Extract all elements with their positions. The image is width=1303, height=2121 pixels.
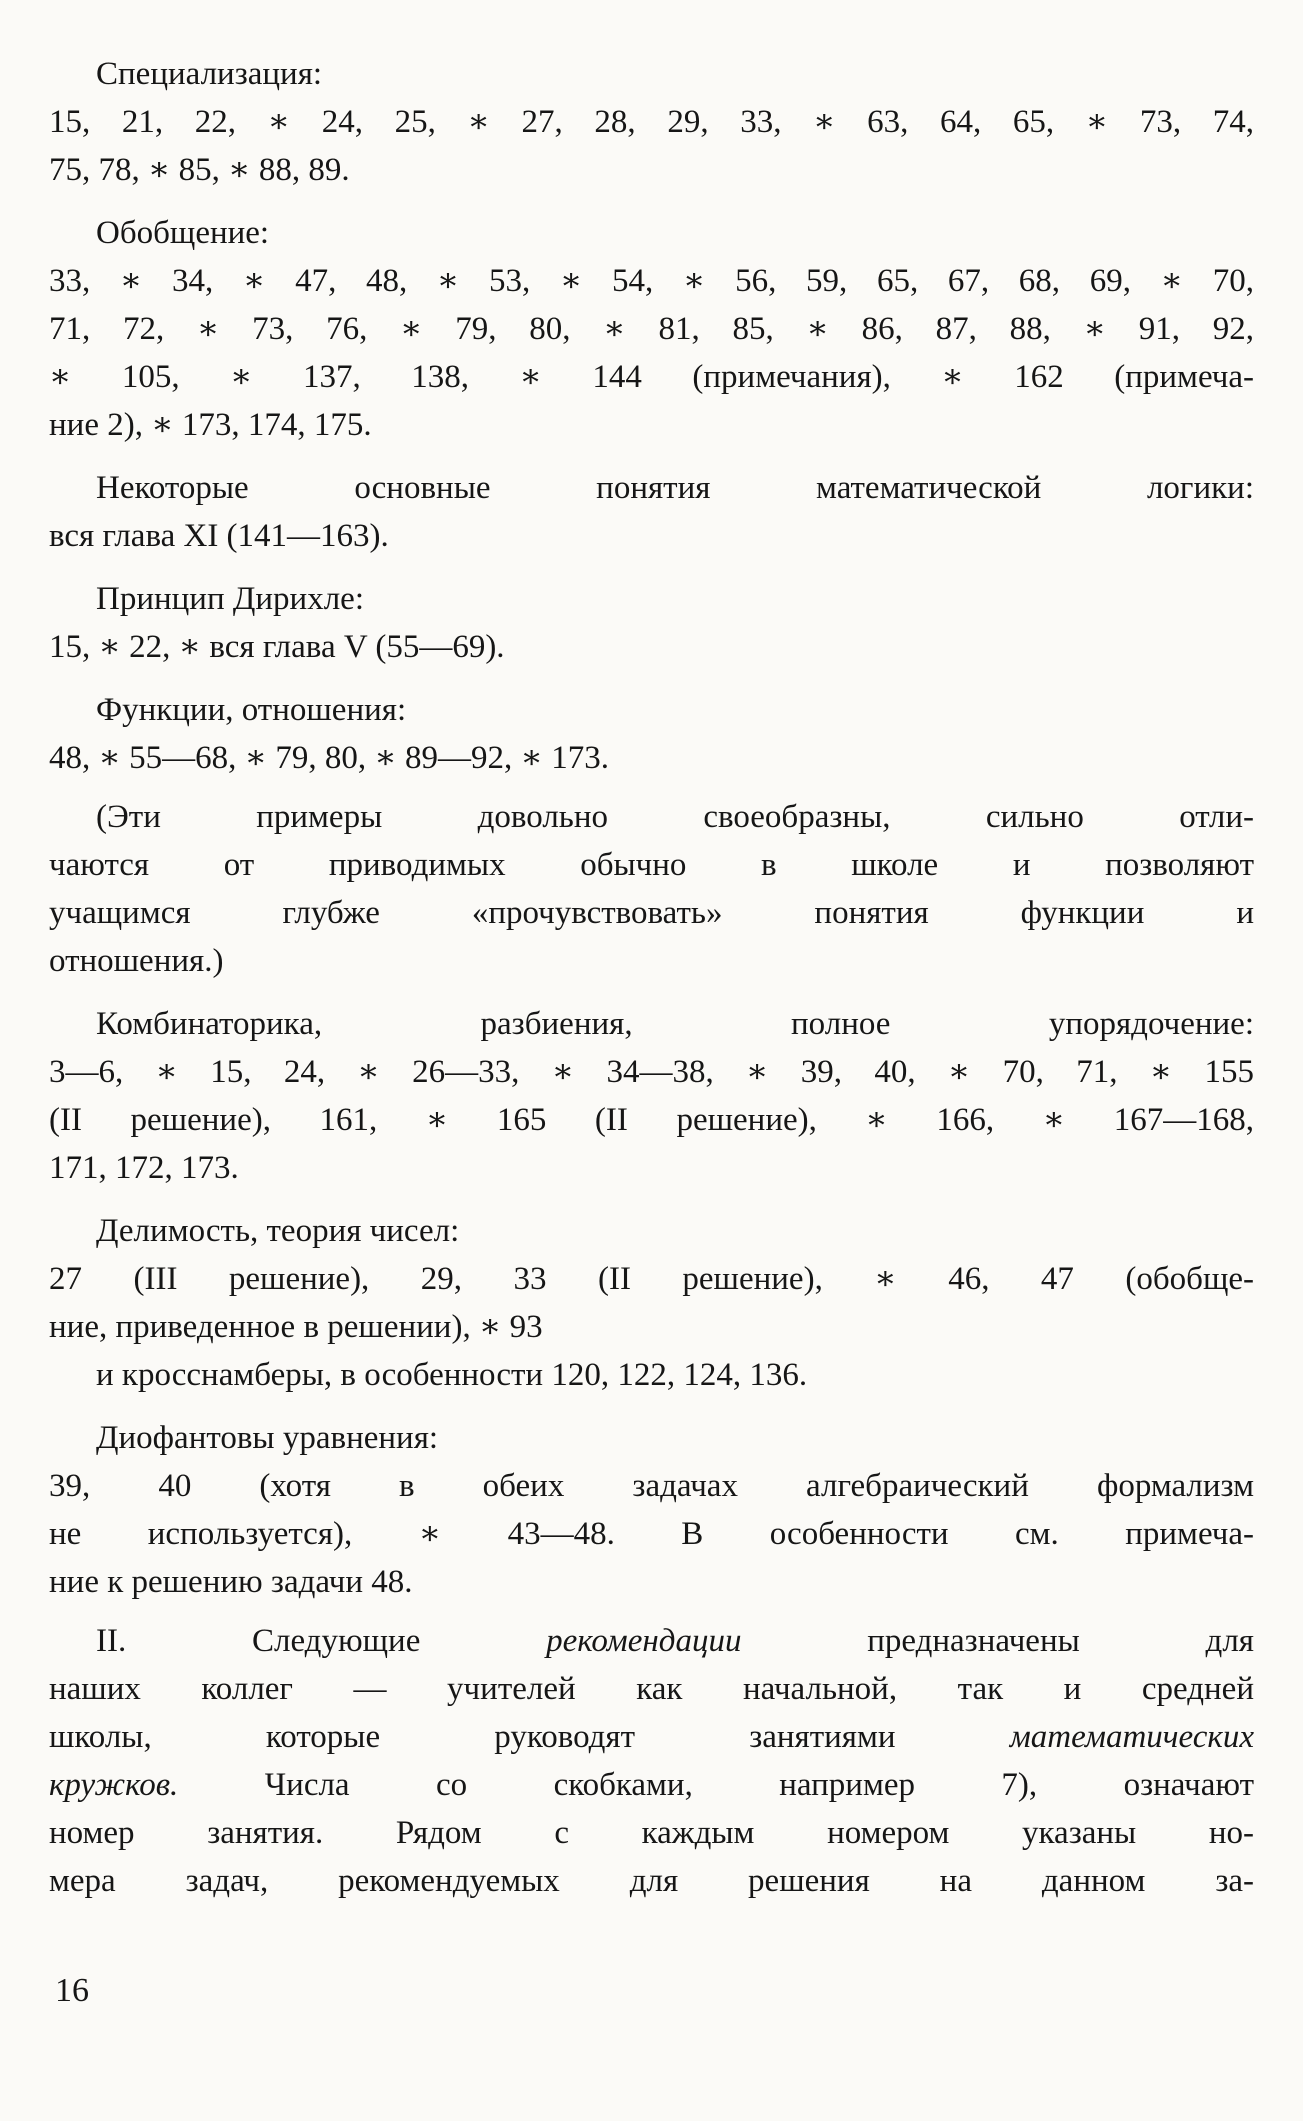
list-divisibility bbox=[49, 1255, 1254, 1399]
heading-logic bbox=[49, 464, 1254, 512]
text-segment: ние к решению задачи 48. bbox=[49, 1564, 413, 1600]
text-segment: Числа со скобками, например 7), означают bbox=[178, 1767, 1254, 1803]
heading-combinatorics bbox=[49, 1000, 1254, 1048]
text-segment: ние, приведенное в решении), ∗ 93 bbox=[49, 1309, 543, 1345]
text-segment: школы, которые руководят занятиями bbox=[49, 1719, 1010, 1755]
text-segment: мера задач, рекомендуемых для решения на данном за- bbox=[49, 1863, 1254, 1899]
text-segment: Специализация: bbox=[96, 56, 323, 92]
text-line bbox=[49, 305, 1254, 353]
text-line bbox=[49, 1665, 1254, 1713]
text-line bbox=[49, 146, 1254, 194]
text-segment: 71, 72, ∗ 73, 76, ∗ 79, 80, ∗ 81, 85, ∗ 86, 87, 88, ∗ 91, 92, bbox=[49, 311, 1254, 347]
text-segment: вся глава XI (141—163). bbox=[49, 518, 389, 554]
text-line bbox=[49, 734, 1254, 782]
text-line bbox=[49, 1462, 1254, 1510]
note-functions bbox=[49, 793, 1254, 985]
italic-text-segment: кружков. bbox=[49, 1767, 179, 1803]
text-segment: чаются от приводимых обычно в школе и позволяют bbox=[49, 847, 1254, 883]
text-segment: 3—6, ∗ 15, 24, ∗ 26—33, ∗ 34—38, ∗ 39, 40, ∗ 70, 71, ∗ 155 bbox=[49, 1054, 1254, 1090]
list-specialization bbox=[49, 98, 1254, 194]
text-line bbox=[49, 889, 1254, 937]
text-line bbox=[49, 686, 1254, 734]
text-line bbox=[49, 1255, 1254, 1303]
heading-generalization bbox=[49, 209, 1254, 257]
text-line bbox=[49, 937, 1254, 985]
text-line bbox=[49, 512, 1254, 560]
list-diophantine bbox=[49, 1462, 1254, 1606]
text-line bbox=[49, 464, 1254, 512]
text-segment: Функции, отношения: bbox=[96, 692, 407, 728]
page-content bbox=[49, 50, 1254, 1905]
text-segment: (Эти примеры довольно своеобразны, сильно отли- bbox=[96, 799, 1254, 835]
text-segment: ние 2), ∗ 173, 174, 175. bbox=[49, 407, 372, 443]
text-segment: (II решение), 161, ∗ 165 (II решение), ∗ 166, ∗ 167—168, bbox=[49, 1102, 1254, 1138]
list-functions bbox=[49, 734, 1254, 782]
text-line bbox=[49, 1048, 1254, 1096]
text-line bbox=[49, 1414, 1254, 1462]
text-segment: 15, 21, 22, ∗ 24, 25, ∗ 27, 28, 29, 33, ∗ 63, 64, 65, ∗ 73, 74, bbox=[49, 104, 1254, 140]
text-line bbox=[49, 257, 1254, 305]
text-line bbox=[49, 353, 1254, 401]
heading-specialization bbox=[49, 50, 1254, 98]
text-line bbox=[49, 793, 1254, 841]
text-line bbox=[49, 1857, 1254, 1905]
text-segment: 33, ∗ 34, ∗ 47, 48, ∗ 53, ∗ 54, ∗ 56, 59, 65, 67, 68, 69, ∗ 70, bbox=[49, 263, 1254, 299]
text-line bbox=[49, 50, 1254, 98]
text-line bbox=[49, 1713, 1254, 1761]
list-dirichlet bbox=[49, 623, 1254, 671]
heading-dirichlet bbox=[49, 575, 1254, 623]
text-segment: номер занятия. Рядом с каждым номером указаны но- bbox=[49, 1815, 1254, 1851]
text-segment: Делимость, теория чисел: bbox=[96, 1213, 460, 1249]
text-line bbox=[49, 98, 1254, 146]
page-number: 16 bbox=[55, 1972, 89, 2009]
text-line bbox=[49, 623, 1254, 671]
text-segment: отношения.) bbox=[49, 943, 224, 979]
heading-diophantine bbox=[49, 1414, 1254, 1462]
text-line bbox=[49, 1809, 1254, 1857]
text-segment: ∗ 105, ∗ 137, 138, ∗ 144 (примечания), ∗ 162 (примеча- bbox=[49, 359, 1254, 395]
text-line bbox=[49, 575, 1254, 623]
text-segment: и кросснамберы, в особенности 120, 122, 124, 136. bbox=[96, 1357, 808, 1393]
heading-functions bbox=[49, 686, 1254, 734]
text-line bbox=[49, 209, 1254, 257]
text-segment: 27 (III решение), 29, 33 (II решение), ∗ 46, 47 (обобще- bbox=[49, 1261, 1254, 1297]
list-generalization bbox=[49, 257, 1254, 449]
heading-divisibility bbox=[49, 1207, 1254, 1255]
text-line bbox=[49, 1558, 1254, 1606]
text-line bbox=[49, 1761, 1254, 1809]
text-line bbox=[49, 1000, 1254, 1048]
text-line bbox=[49, 401, 1254, 449]
text-line bbox=[49, 1303, 1254, 1351]
text-segment: Принцип Дирихле: bbox=[96, 581, 364, 617]
text-segment: 48, ∗ 55—68, ∗ 79, 80, ∗ 89—92, ∗ 173. bbox=[49, 740, 609, 776]
text-segment: Диофантовы уравнения: bbox=[96, 1420, 439, 1456]
text-line bbox=[49, 1617, 1254, 1665]
text-segment: 39, 40 (хотя в обеих задачах алгебраический формализм bbox=[49, 1468, 1254, 1504]
text-line bbox=[49, 1510, 1254, 1558]
text-line bbox=[49, 1351, 1254, 1399]
text-segment: не используется), ∗ 43—48. В особенности см. примеча- bbox=[49, 1516, 1254, 1552]
italic-text-segment: рекомендации bbox=[546, 1623, 742, 1659]
text-segment: 75, 78, ∗ 85, ∗ 88, 89. bbox=[49, 152, 350, 188]
text-line bbox=[49, 1144, 1254, 1192]
text-segment: предназначены для bbox=[741, 1623, 1254, 1659]
list-logic bbox=[49, 512, 1254, 560]
text-segment: 15, ∗ 22, ∗ вся глава V (55—69). bbox=[49, 629, 505, 665]
text-segment: Обобщение: bbox=[96, 215, 270, 251]
text-segment: Комбинаторика, разбиения, полное упорядочение: bbox=[96, 1006, 1254, 1042]
text-segment: наших коллег — учителей как начальной, так и средней bbox=[49, 1671, 1254, 1707]
text-line bbox=[49, 841, 1254, 889]
text-line bbox=[49, 1207, 1254, 1255]
text-segment: 171, 172, 173. bbox=[49, 1150, 239, 1186]
text-segment: II. Следующие bbox=[96, 1623, 547, 1659]
list-combinatorics bbox=[49, 1048, 1254, 1192]
text-segment: Некоторые основные понятия математической логики: bbox=[96, 470, 1254, 506]
text-line bbox=[49, 1096, 1254, 1144]
text-segment: учащимся глубже «прочувствовать» понятия функции и bbox=[49, 895, 1254, 931]
paragraph-recommendations bbox=[49, 1617, 1254, 1905]
italic-text-segment: математических bbox=[1009, 1719, 1254, 1755]
